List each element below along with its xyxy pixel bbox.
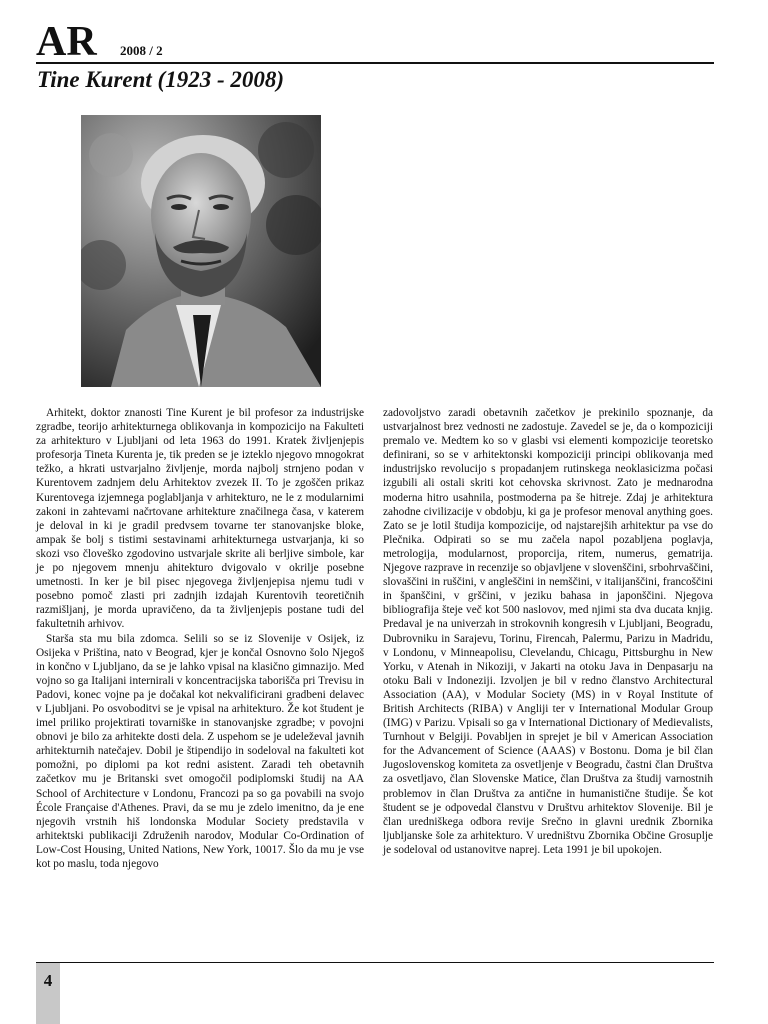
portrait-photo <box>81 115 321 387</box>
page-number: 4 <box>43 971 53 990</box>
article-column-left <box>36 406 364 871</box>
portrait-photo-icon <box>81 115 321 387</box>
issue-number: 2008 / 2 <box>120 43 163 58</box>
paragraph: Arhitekt, doktor znanosti Tine Kurent je bil profesor za industrijske zgradbe, teorijo arhitekturnega oblikovanja in kompozicijo na Fakulteti za arhitekturo v Ljubljani od leta 1963 do 1991. Kratek življenjepis profesorja Tineta Kurenta je, tik preden se je izteklo njegovo mnogokrat težko, a hkrati ustvarjalno življenje, morda najbolj strnjeno podan v Kurentovem zadnjem delu Arhitektov zvezek II. To je zgoščen prikaz Kurentovega izjemnega poglabljanja v arhitekturo, ne le z modularnimi zakoni in zahtevami načrtovane arhitekture značilnega časa, v katerem je deloval in ki je gradil predvsem tovarne ter stanovanjske bloke, ampak še bolj s tistimi sestavinami arhitekturnega ustvarjanja, ki so skozi vso človeško zgodovino ustvarjale skrite ali berljive simbole, kar je po njegovem mnenju ahitekturo dvigovalo v okrilje posebne umetnosti. In ker je bil pisec njegovega življenjepisa njemu tudi v posebno pomoč zlasti pri zadnjih izdajah Kurentovih teoretičnih razmišljanj, je morda upravičeno, da ta življenjepis postane tudi del fakultetnih arhivov. <box>36 407 364 631</box>
masthead <box>36 19 714 65</box>
paragraph: zadovoljstvo zaradi obetavnih začetkov je prekinilo spoznanje, da ustvarjalnost brez vednosti ne zadostuje. Zavedel se je, da o kompoziciji premalo ve. Medtem ko so v glasbi vsi elementi kompozicije teoretsko definirani, so se v arhitektonski kompoziciji principi oblikovanja med industrijsko revolucijo s propadanjem rutinskega neoklasicizma počasi izgubili ali ostali skriti kot cehovska skrivnost. Zato je mednarodna moderna hitro usahnila, postmoderna pa še hitreje. Zdaj je arhitektura zahodne civilizacije v obdobju, ki ga je profesor menoval anything goes. Zato se je lotil študija kompozicije, od najstarejših arhitektur pa vse do Plečnika. Odpirati so se mu začela napol pozabljena poglavja, metrologija, modularnost, proporcija, ritem, numerus, gematrija. Njegove razprave in recenzije so objavljene v slovenščini, srbohrvaščini, slovaščini in ruščini, v angleščini in nemščini, v italijanščini, francoščini in španščini, v grščini, v jeziku bahasa in japonščini. Njegova bibliografija šteje več kot 500 naslovov, med njimi sta dva ducata knjig. Predaval je na univerzah in strokovnih kongresih v Ljubljani, Beogradu, Dubrovniku in Sarajevu, Torinu, Firencah, Palermu, Parizu in Madridu, v Londonu, v Minneapolisu, Clevelandu, Chicagu, Pittsburghu in New Yorku, v Atenah in Nikoziji, v Jakarti na otoku Java in Denpasarju na otoku Bali v Indoneziji. Izvoljen je bil v redno članstvo Architectural Association (AA), v Modular Society (MS) in v Royal Institute of British Architects (RIBA) v Angliji ter v International Modular Group (IMG) v Parizu. Vpisali so ga v International Dictionary of Medievalists, Turnhout v Belgiji. Povabljen in sprejet je bil v American Association for the Advancement of Science (AAAS) v Bostonu. Doma je bil član Jugoslovenskog komiteta za osvetljenje v Beogradu, častni član Društva za osvetljavo, član Slovenske Matice, član Društva za študij varnostnih problemov in član Društva za antične in humanistične študije. Še kot študent se je odpovedal članstvu v Društvu arhitektov Slovenije. Bil je član uredniškega odbora revije Srečno in glavni urednik Zbornika ljubljanske šole za arhitekturo. V uredništvu Zbornika Občine Grosuplje je sodeloval od ustanovitve naprej. Leta 1991 je bil upokojen. <box>383 407 713 856</box>
article-column-right <box>383 406 713 857</box>
paragraph: Starša sta mu bila zdomca. Selili so se iz Slovenije v Osijek, iz Osijeka v Priština, nato v Beograd, kjer je končal Osnovno šolo Njegoš in končno v Ljubljano, da se je lahko vpisal na klasično gimnazijo. Med vojno so ga Italijani internirali v koncentracijska taborišča pri Trevisu in Padovi, konec vojne pa je dočakal kot nekvalificirani gradbeni delavec v Ljubljani. Po osvoboditvi se je vpisal na arhitekturo. Že kot študent je imel priliko projektirati tovarniške in stanovanjske zgradbe; v povojni obnovi je bilo za arhitekte dosti dela. Z uspehom se je udeleževal javnih arhitekturnih natečajev. Dobil je štipendijo in sodeloval na fakulteti kot pomožni, po diplomi pa kot redni asistent. Zaradi teh obetavnih začetkov mu je Britanski svet omogočil podiplomski študij na AA School of Architecture v Londonu, Francozi pa so ga povabili na svojo École Française d'Athenes. Pravi, da se mu je zdelo imenitno, da je ene njegovih vrstnih hiš londonska Modular Society predstavila v arhitektski publikaciji Združenih narodov, Modular Co-Ordination of Low-Cost Housing, United Nations, New York, 10017. Šlo da mu je vse kot po maslu, toda njegovo <box>36 632 364 870</box>
article-title: Tine Kurent (1923 - 2008) <box>37 67 285 92</box>
journal-brand: AR <box>36 19 97 65</box>
page-number-tab <box>36 963 60 1024</box>
footer-divider <box>36 962 714 963</box>
